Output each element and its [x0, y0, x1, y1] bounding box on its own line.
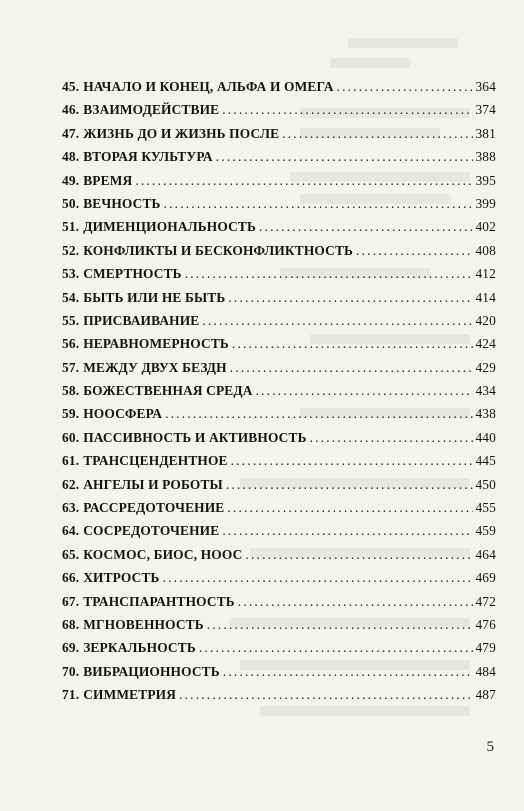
- toc-entry-number: 71.: [62, 687, 80, 703]
- toc-entry-number: 68.: [62, 616, 80, 632]
- dot-leader: [222, 523, 473, 539]
- dot-leader: [199, 640, 474, 656]
- toc-entry-title: ХИТРОСТЬ: [83, 570, 160, 586]
- toc-entry-page-number: 472: [475, 593, 496, 609]
- dot-leader: [202, 313, 473, 329]
- toc-entry-title: КОСМОС, БИОС, НООС: [83, 546, 243, 562]
- toc-entry-page-number: 399: [475, 195, 496, 211]
- dot-leader: [337, 79, 474, 95]
- dot-leader: [228, 290, 473, 306]
- dot-leader: [163, 570, 474, 586]
- dot-leader: [230, 360, 474, 376]
- toc-entry-number: 47.: [62, 125, 80, 141]
- toc-entry: [62, 570, 496, 593]
- toc-entry: [62, 687, 496, 710]
- toc-entry-page-number: 381: [475, 125, 496, 141]
- dot-leader: [232, 336, 474, 352]
- toc-entry-title: ПРИСВАИВАНИЕ: [83, 312, 200, 328]
- toc-entry-title: МГНОВЕННОСТЬ: [83, 616, 204, 632]
- toc-entry: [62, 79, 496, 102]
- toc-entry: [62, 173, 496, 196]
- toc-entry-page-number: 455: [475, 500, 496, 516]
- toc-entry: [62, 336, 496, 359]
- toc-entry: [62, 547, 496, 570]
- toc-entry-number: 70.: [62, 663, 80, 679]
- toc-entry-page-number: 476: [475, 616, 496, 632]
- dot-leader: [259, 219, 473, 235]
- toc-entry: [62, 430, 496, 453]
- toc-entry-title: БОЖЕСТВЕННАЯ СРЕДА: [83, 383, 253, 399]
- toc-entry-title: РАССРЕДОТОЧЕНИЕ: [83, 500, 225, 516]
- toc-entry: [62, 594, 496, 617]
- toc-entry: [62, 406, 496, 429]
- toc-entry-title: ВЕЧНОСТЬ: [83, 195, 161, 211]
- toc-entry-number: 64.: [62, 523, 80, 539]
- toc-entry: [62, 126, 496, 149]
- dot-leader: [135, 173, 473, 189]
- toc-entry-page-number: 412: [475, 266, 496, 282]
- toc-entry: [62, 617, 496, 640]
- toc-entry: [62, 266, 496, 289]
- toc-entry-number: 49.: [62, 172, 80, 188]
- toc-entry-title: АНГЕЛЫ И РОБОТЫ: [83, 476, 223, 492]
- toc-entry: [62, 360, 496, 383]
- toc-entry-number: 61.: [62, 453, 80, 469]
- toc-entry: [62, 313, 496, 336]
- toc-entry-number: 67.: [62, 593, 80, 609]
- toc-entry-title: ТРАНСПАРАНТНОСТЬ: [83, 593, 235, 609]
- toc-entry-page-number: 484: [475, 663, 496, 679]
- dot-leader: [179, 687, 473, 703]
- dot-leader: [164, 196, 474, 212]
- dot-leader: [310, 430, 474, 446]
- toc-entry-title: ТРАНСЦЕНДЕНТНОЕ: [83, 453, 228, 469]
- table-of-contents: [62, 79, 496, 711]
- toc-entry-number: 62.: [62, 476, 80, 492]
- toc-entry-page-number: 388: [475, 149, 496, 165]
- toc-entry-page-number: 450: [475, 476, 496, 492]
- toc-entry: [62, 243, 496, 266]
- toc-entry-title: ВТОРАЯ КУЛЬТУРА: [83, 149, 213, 165]
- dot-leader: [207, 617, 474, 633]
- toc-entry-page-number: 402: [475, 219, 496, 235]
- toc-entry: [62, 102, 496, 125]
- toc-entry: [62, 523, 496, 546]
- toc-entry-page-number: 408: [475, 242, 496, 258]
- toc-entry-page-number: 420: [475, 312, 496, 328]
- toc-entry-title: НЕРАВНОМЕРНОСТЬ: [83, 336, 229, 352]
- toc-entry-number: 48.: [62, 149, 80, 165]
- toc-entry-title: ВИБРАЦИОННОСТЬ: [83, 663, 220, 679]
- toc-entry-page-number: 479: [475, 640, 496, 656]
- toc-entry-page-number: 445: [475, 453, 496, 469]
- toc-entry: [62, 640, 496, 663]
- toc-entry: [62, 477, 496, 500]
- toc-entry-page-number: 440: [475, 429, 496, 445]
- dot-leader: [165, 406, 473, 422]
- dot-leader: [282, 126, 473, 142]
- toc-entry-number: 55.: [62, 312, 80, 328]
- toc-entry: [62, 290, 496, 313]
- toc-entry: [62, 383, 496, 406]
- dot-leader: [222, 102, 473, 118]
- toc-entry: [62, 500, 496, 523]
- toc-entry-number: 65.: [62, 546, 80, 562]
- dot-leader: [223, 664, 474, 680]
- toc-entry-number: 56.: [62, 336, 80, 352]
- toc-entry-title: СМЕРТНОСТЬ: [83, 266, 182, 282]
- toc-entry-number: 57.: [62, 359, 80, 375]
- toc-entry-page-number: 469: [475, 570, 496, 586]
- dot-leader: [231, 453, 474, 469]
- toc-entry-number: 50.: [62, 195, 80, 211]
- toc-entry-number: 52.: [62, 242, 80, 258]
- toc-entry-title: СОСРЕДОТОЧЕНИЕ: [83, 523, 220, 539]
- toc-entry-page-number: 438: [475, 406, 496, 422]
- toc-entry-page-number: 464: [475, 546, 496, 562]
- toc-entry-number: 63.: [62, 500, 80, 516]
- dot-leader: [256, 383, 474, 399]
- toc-entry-number: 66.: [62, 570, 80, 586]
- toc-entry-page-number: 424: [475, 336, 496, 352]
- toc-entry-page-number: 429: [475, 359, 496, 375]
- toc-entry-page-number: 459: [475, 523, 496, 539]
- toc-entry-title: НООСФЕРА: [83, 406, 163, 422]
- toc-entry-number: 53.: [62, 266, 80, 282]
- toc-entry-number: 69.: [62, 640, 80, 656]
- toc-entry-title: СИММЕТРИЯ: [83, 687, 177, 703]
- toc-entry-title: ЗЕРКАЛЬНОСТЬ: [83, 640, 196, 656]
- toc-entry-title: ПАССИВНОСТЬ И АКТИВНОСТЬ: [83, 429, 307, 445]
- toc-entry-page-number: 487: [475, 687, 496, 703]
- dot-leader: [245, 547, 473, 563]
- toc-entry-title: КОНФЛИКТЫ И БЕСКОНФЛИКТНОСТЬ: [83, 242, 354, 258]
- toc-entry-page-number: 414: [475, 289, 496, 305]
- dot-leader: [216, 149, 474, 165]
- toc-entry-page-number: 395: [475, 172, 496, 188]
- toc-entry-page-number: 364: [475, 79, 496, 94]
- toc-entry-page-number: 374: [475, 102, 496, 118]
- toc-entry-title: ВЗАИМОДЕЙСТВИЕ: [83, 102, 220, 118]
- toc-entry: [62, 219, 496, 242]
- toc-entry-number: 46.: [62, 102, 80, 118]
- toc-entry-title: ЖИЗНЬ ДО И ЖИЗНЬ ПОСЛЕ: [83, 125, 280, 141]
- dot-leader: [185, 266, 474, 282]
- dot-leader: [226, 477, 474, 493]
- dot-leader: [238, 594, 474, 610]
- toc-entry-title: НАЧАЛО И КОНЕЦ, АЛЬФА И ОМЕГА: [83, 79, 334, 94]
- toc-entry-number: 59.: [62, 406, 80, 422]
- toc-entry-number: 60.: [62, 429, 80, 445]
- toc-entry: [62, 196, 496, 219]
- toc-entry-title: ВРЕМЯ: [83, 172, 133, 188]
- toc-entry-title: ДИМЕНЦИОНАЛЬНОСТЬ: [83, 219, 256, 235]
- toc-entry: [62, 453, 496, 476]
- dot-leader: [227, 500, 473, 516]
- toc-entry: [62, 149, 496, 172]
- toc-entry-number: 51.: [62, 219, 80, 235]
- toc-entry: [62, 664, 496, 687]
- toc-entry-title: МЕЖДУ ДВУХ БЕЗДН: [83, 359, 227, 375]
- toc-entry-number: 58.: [62, 383, 80, 399]
- toc-entry-number: 45.: [62, 79, 80, 94]
- toc-entry-page-number: 434: [475, 383, 496, 399]
- dot-leader: [356, 243, 473, 259]
- toc-entry-title: БЫТЬ ИЛИ НЕ БЫТЬ: [83, 289, 226, 305]
- page-number: 5: [486, 739, 494, 755]
- toc-entry-number: 54.: [62, 289, 80, 305]
